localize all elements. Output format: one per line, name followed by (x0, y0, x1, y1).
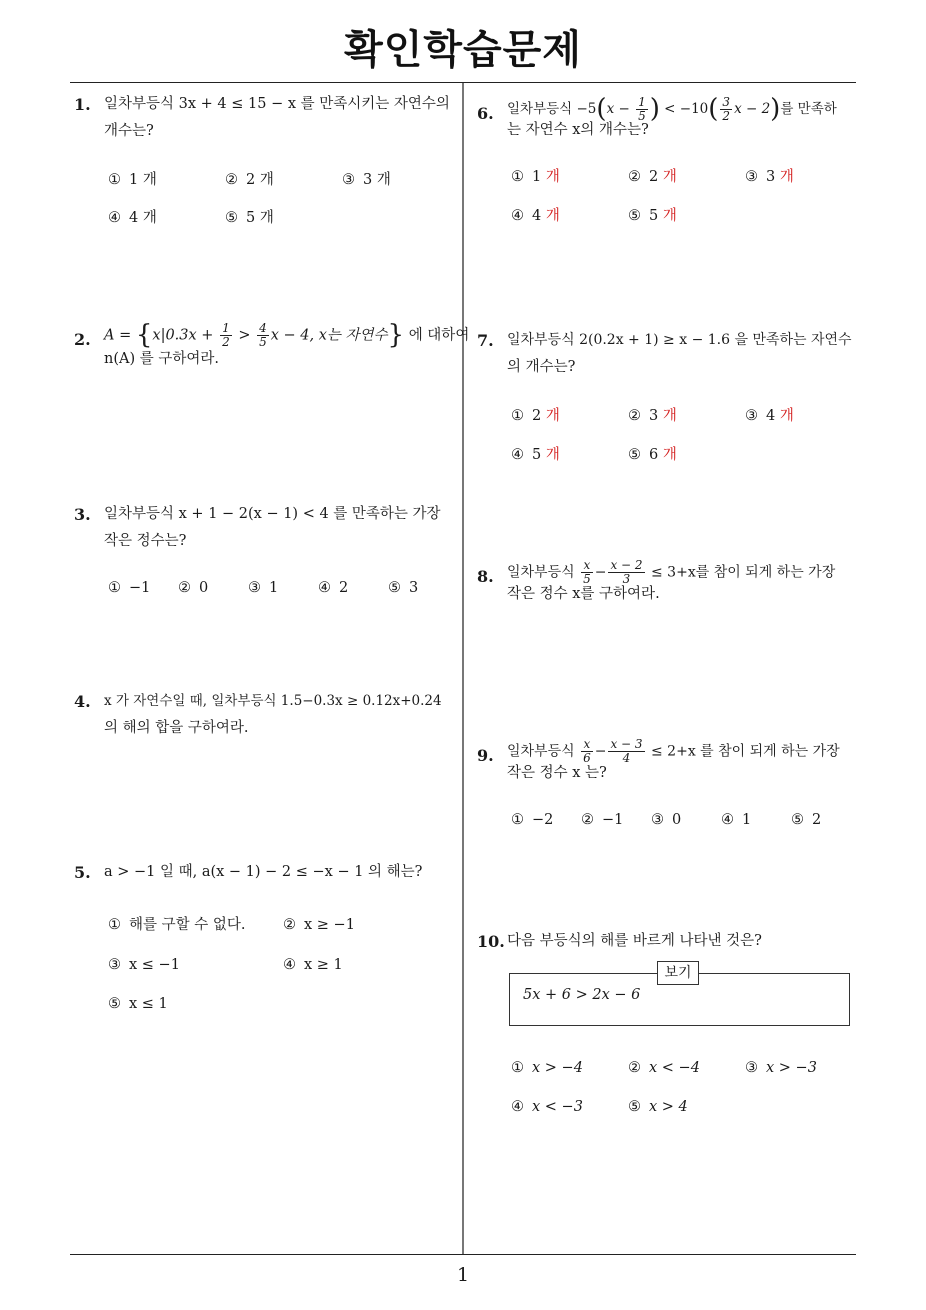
choice-3[interactable]: ③ 1 (248, 580, 279, 596)
choice-4[interactable]: ④ 2 (318, 580, 349, 596)
choice-3[interactable]: ③ 0 (651, 811, 682, 828)
choice-4[interactable]: ④ x < −3 (511, 1099, 583, 1115)
problem-9 (477, 738, 862, 837)
problem-5 (74, 859, 459, 1022)
problem-7 (477, 327, 862, 483)
question-line: a > −1 일 때, a(x − 1) − 2 ≤ −x − 1 의 해는? (104, 864, 423, 880)
page-number: 1 (456, 1264, 470, 1286)
choice-5[interactable]: ⑤ 2 (791, 811, 822, 828)
choice-5[interactable]: ⑤ x ≤ 1 (108, 996, 168, 1012)
choice-1[interactable]: ① x > −4 (511, 1060, 583, 1076)
question-text (507, 738, 862, 787)
problem-4 (74, 688, 459, 742)
problem-number: 7. (477, 331, 494, 350)
question-text (104, 501, 459, 555)
fraction: $\frac{1}{2}$ (222, 321, 230, 349)
question-line: 다음 부등식의 해를 바르게 나타낸 것은? (507, 933, 762, 949)
choice-list (511, 403, 862, 483)
choice-4[interactable]: ④ x ≥ 1 (283, 957, 343, 973)
choice-2[interactable]: ② −1 (581, 811, 624, 828)
fraction: $\frac{x}{5}$ (583, 558, 591, 586)
choice-5[interactable]: ⑤ 5 개 (225, 210, 274, 226)
choice-2[interactable]: ② x < −4 (628, 1060, 700, 1076)
choice-1[interactable]: ① 해를 구할 수 없다. (108, 917, 246, 933)
question-text (507, 928, 862, 955)
problem-2 (74, 320, 470, 373)
problem-3 (74, 501, 459, 605)
question-line: 일차부등식 x + 1 − 2(x − 1) < 4 를 만족하는 가장 (104, 506, 441, 522)
choice-2[interactable]: ② 0 (178, 580, 209, 596)
question-text (104, 320, 470, 373)
choice-1[interactable]: ① −1 (108, 580, 151, 596)
problem-number: 5. (74, 863, 91, 882)
choice-5[interactable]: ⑤ x > 4 (628, 1099, 688, 1115)
choice-4[interactable]: ④ 4 개 (108, 210, 157, 226)
choice-1[interactable]: ① 2 개 (511, 408, 560, 424)
question-line: 의 해의 합을 구하여라. (104, 720, 249, 736)
choice-3[interactable]: ③ 3 개 (745, 169, 794, 185)
question-line: 일차부등식 $\frac{x}{6}$ − $\frac{x - 3}{4}$ ≤ 2+x 를 참이 되게 하는 가장 (507, 737, 840, 765)
question-line: 작은 정수 x 는? (507, 764, 607, 781)
example-box-label: 보기 (657, 961, 699, 985)
choice-list (511, 1055, 862, 1135)
choice-1[interactable]: ① −2 (511, 811, 554, 828)
question-line: 는 자연수 x의 개수는? (507, 122, 649, 138)
question-text (507, 559, 862, 608)
choice-2[interactable]: ② 3 개 (628, 408, 677, 424)
problem-8 (477, 559, 862, 608)
problem-number: 9. (477, 746, 494, 765)
choice-list (511, 164, 862, 244)
choice-4[interactable]: ④ 1 (721, 811, 752, 828)
question-line: 일차부등식 2(0.2x + 1) ≥ x − 1.6 을 만족하는 자연수 (507, 332, 852, 348)
question-line: 일차부등식 $\frac{x}{5}$ − $\frac{x - 2}{3}$ ≤ 3+x를 참이 되게 하는 가장 (507, 558, 836, 586)
problem-1 (74, 91, 459, 247)
fraction: $\frac{x - 2}{3}$ (610, 558, 643, 586)
choice-2[interactable]: ② x ≥ −1 (283, 917, 355, 933)
choice-1[interactable]: ① 1 개 (108, 172, 157, 188)
question-text (104, 688, 459, 742)
problem-number: 1. (74, 95, 91, 114)
choice-3[interactable]: ③ x > −3 (745, 1060, 817, 1076)
fraction: $\frac{4}{5}$ (259, 321, 267, 349)
question-line: 작은 정수 x를 구하여라. (507, 585, 660, 602)
question-line: n(A) 를 구하여라. (104, 350, 219, 367)
question-line: 일차부등식 −5(x − $\frac{1}{5}$ ) < −10( $\frac{3}{2}$ x − 2)를 만족하 (507, 94, 837, 124)
bottom-rule (70, 1254, 856, 1255)
problem-10-choices (477, 1055, 862, 1135)
problem-number: 3. (74, 505, 91, 524)
question-text (104, 91, 459, 145)
choice-5[interactable]: ⑤ 6 개 (628, 447, 677, 463)
choice-3[interactable]: ③ 4 개 (745, 408, 794, 424)
choice-3[interactable]: ③ x ≤ −1 (108, 957, 180, 973)
fraction: $\frac{3}{2}$ (722, 95, 731, 123)
problem-number: 6. (477, 104, 494, 123)
fraction: $\frac{x}{6}$ (583, 737, 591, 765)
choice-1[interactable]: ① 1 개 (511, 169, 560, 185)
question-line: 작은 정수는? (104, 533, 187, 549)
question-text (507, 96, 862, 144)
problem-number: 4. (74, 692, 91, 711)
problem-number: 8. (477, 567, 494, 586)
choice-list (108, 167, 459, 247)
choice-3[interactable]: ③ 3 개 (342, 172, 391, 188)
question-line: 개수는? (104, 123, 154, 139)
choice-2[interactable]: ② 2 개 (628, 169, 677, 185)
example-box-content: 5x + 6 > 2x − 6 (523, 987, 641, 1003)
question-line: 일차부등식 3x + 4 ≤ 15 − x 를 만족시키는 자연수의 (104, 96, 450, 112)
question-line: A = {x|0.3x + $\frac{1}{2}$ > $\frac{4}{5}$ x − 4, x는 자연수} 에 대하여 (104, 320, 470, 350)
question-line: 의 개수는? (507, 359, 576, 375)
choice-5[interactable]: ⑤ 3 (388, 580, 419, 596)
problem-number: 2. (74, 330, 91, 349)
problem-number: 10. (477, 932, 505, 951)
choice-list (511, 807, 862, 837)
choice-list (108, 575, 459, 605)
column-divider (462, 83, 464, 1254)
choice-4[interactable]: ④ 5 개 (511, 447, 560, 463)
question-text (104, 859, 459, 886)
problem-6 (477, 96, 862, 244)
question-line: x 가 자연수일 때, 일차부등식 1.5−0.3x ≥ 0.12x+0.24 (104, 693, 442, 709)
fraction: $\frac{x - 3}{4}$ (610, 737, 643, 765)
question-text (507, 327, 862, 381)
choice-5[interactable]: ⑤ 5 개 (628, 208, 677, 224)
choice-2[interactable]: ② 2 개 (225, 172, 274, 188)
fraction: $\frac{1}{5}$ (638, 95, 646, 123)
choice-4[interactable]: ④ 4 개 (511, 208, 560, 224)
page-title: 확인학습문제 (344, 27, 582, 73)
problem-10 (477, 928, 862, 955)
choice-list (108, 912, 459, 1022)
